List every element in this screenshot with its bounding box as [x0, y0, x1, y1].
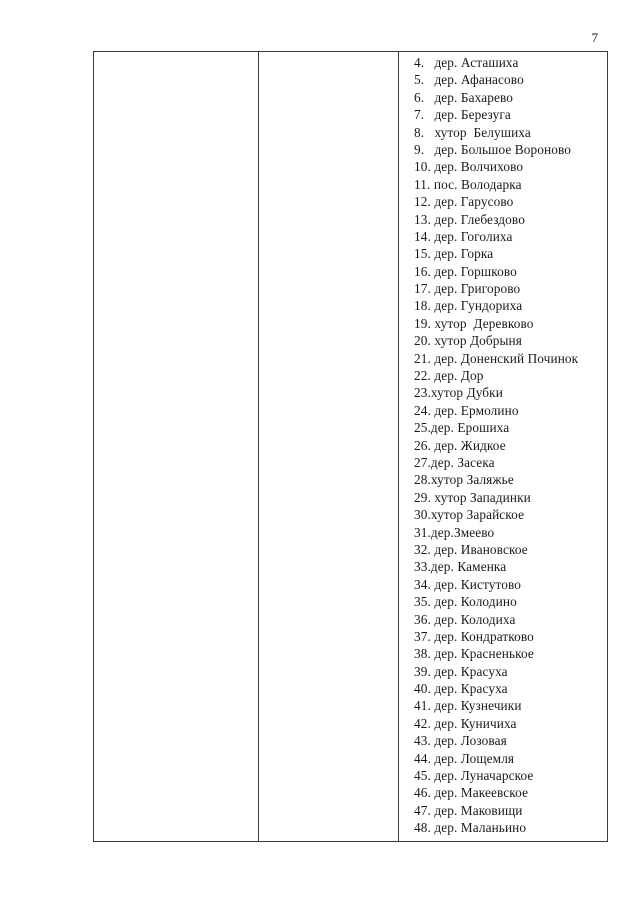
list-item: 9. дер. Большое Вороново	[414, 141, 572, 157]
list-item: 7. дер. Березуга	[414, 107, 511, 123]
list-item: 39. дер. Красуха	[414, 663, 508, 679]
list-item: 8. хутор Белушиха	[414, 124, 531, 140]
list-item: 23.хутор Дубки	[414, 385, 503, 401]
list-item: 46. дер. Макеевское	[414, 785, 529, 801]
list-item: 4. дер. Асташиха	[414, 55, 519, 70]
list-item: 17. дер. Григорово	[414, 281, 521, 297]
list-item: 27.дер. Засека	[414, 454, 495, 470]
list-item: 37. дер. Кондратково	[414, 628, 534, 644]
list-item: 12. дер. Гарусово	[414, 194, 514, 210]
list-item: 25.дер. Ерошиха	[414, 420, 510, 436]
list-item: 35. дер. Колодино	[414, 594, 517, 610]
list-item: 13. дер. Глебездово	[414, 211, 525, 227]
list-item: 5. дер. Афанасово	[414, 72, 524, 88]
list-item: 24. дер. Ермолино	[414, 402, 519, 418]
list-item: 41. дер. Кузнечики	[414, 698, 522, 714]
list-item: 36. дер. Колодиха	[414, 611, 516, 627]
list-item: 18. дер. Гундориха	[414, 298, 523, 314]
list-item: 21. дер. Доненский Починок	[414, 350, 579, 366]
list-item: 47. дер. Маковищи	[414, 802, 523, 818]
list-item: 44. дер. Лощемля	[414, 750, 515, 766]
list-item: 11. пос. Володарка	[414, 176, 522, 192]
list-item: 14. дер. Гоголиха	[414, 228, 513, 244]
list-item: 43. дер. Лозовая	[414, 733, 507, 749]
list-item: 48. дер. Маланьино	[414, 820, 527, 836]
column-divider-2	[398, 52, 399, 841]
list-item: 32. дер. Ивановское	[414, 541, 528, 557]
list-item: 10. дер. Волчихово	[414, 159, 524, 175]
list-item: 40. дер. Красуха	[414, 681, 508, 697]
list-item: 15. дер. Горка	[414, 246, 494, 262]
list-item: 42. дер. Куничиха	[414, 715, 517, 731]
column-divider-1	[258, 52, 259, 841]
settlement-table	[93, 51, 608, 842]
list-item: 20. хутор Добрыня	[414, 333, 522, 349]
list-item: 26. дер. Жидкое	[414, 437, 506, 453]
list-item: 34. дер. Кистутово	[414, 576, 521, 592]
list-item: 30.хутор Зарайское	[414, 507, 525, 523]
list-item: 28.хутор Заляжье	[414, 472, 514, 488]
list-item: 33.дер. Каменка	[414, 559, 507, 575]
list-item: 19. хутор Деревково	[414, 315, 534, 331]
list-item: 29. хутор Западинки	[414, 489, 531, 505]
list-item: 16. дер. Горшково	[414, 263, 517, 279]
list-item: 6. дер. Бахарево	[414, 89, 514, 105]
settlement-list	[414, 54, 578, 837]
list-item: 22. дер. Дор	[414, 368, 484, 384]
list-item: 38. дер. Красненькое	[414, 646, 534, 662]
list-item: 45. дер. Луначарское	[414, 768, 534, 784]
page-number: 7	[591, 30, 598, 45]
list-item: 31.дер.Змеево	[414, 524, 495, 540]
